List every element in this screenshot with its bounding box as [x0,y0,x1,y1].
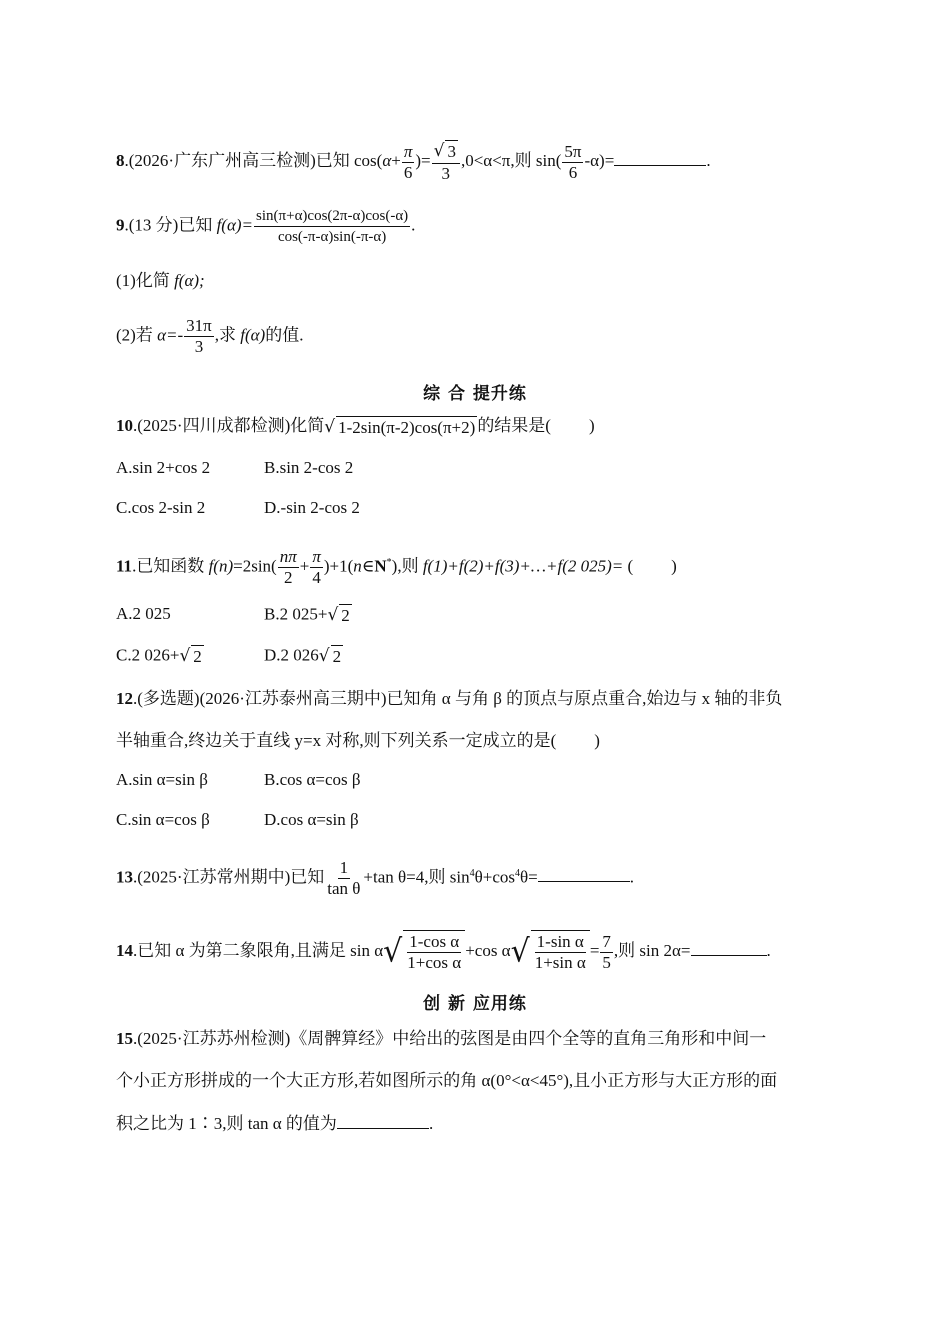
q9-part2-tail: ,求 [214,325,241,345]
q8-equals: )= [415,150,431,170]
frac-denominator: 6 [568,162,578,182]
q11-close-paren: ) [671,556,677,576]
frac-numerator: 1-sin α [536,932,584,951]
q11-equals: =2sin( [233,556,277,576]
q15-line1: .(2025·江苏苏州检测)《周髀算经》中给出的弦图是由四个全等的直角三角形和中间一 [133,1029,767,1048]
sqrt-symbol: √ 2 [327,605,350,625]
question-13 [116,858,634,899]
option-b[interactable]: B.cos α=cos β [264,770,361,789]
option-c[interactable]: C.sin α=cos β [116,810,210,829]
question-number: 10 [116,416,133,435]
question-number: 11 [116,556,133,576]
option-a[interactable]: A.sin α=sin β [116,770,208,789]
option-b[interactable] [264,604,352,627]
question-8 [116,140,711,184]
frac-numerator [432,140,460,164]
question-number: 12 [116,689,133,708]
q9-text: .(13 分)已知 [124,215,217,235]
sqrt-symbol: √ 2 [318,646,342,666]
frac-denominator: 1+sin α [534,953,586,972]
question-15-line-2 [116,1070,777,1092]
frac-numerator: 31π [186,316,212,335]
q12-line1: .(多选题)(2026·江苏泰州高三期中)已知角 α 与角 β 的顶点与原点重合,始边与 x 轴的非负 [133,689,783,708]
q9-part1-function: f(α); [174,271,205,290]
frac-numerator: sin(π+α)cos(2π-α)cos(-α) [254,206,410,227]
q9-part-1 [116,270,205,292]
frac-numerator: π [403,141,413,161]
sqrt-symbol: √ 2 [179,646,202,666]
sqrt-symbol: √ 3 [433,141,456,161]
option-d[interactable]: D.cos α=sin β [264,810,359,829]
frac-denominator: 2 [283,568,293,587]
fraction [533,932,588,973]
option-a[interactable] [116,604,171,624]
q9-part1-text: (1)化简 [116,271,175,290]
question-14 [116,930,771,974]
q9-part2-text: (2)若 [116,325,158,345]
fraction-pi-over-6 [402,142,415,183]
q9-part2-function: f(α) [240,325,266,345]
option-c[interactable]: C.cos 2-sin 2 [116,498,206,517]
q11-tail1: )+1( [323,556,354,576]
frac-numerator: 5π [564,141,582,161]
option-c[interactable] [116,645,204,668]
fraction-5pi-over-6 [562,142,583,183]
q14-equals: = [589,940,600,960]
q13-text: .(2025·江苏常州期中)已知 [133,867,325,887]
sqrt-radicand [403,930,465,973]
frac-numerator: 1 [339,858,349,877]
q11-plus: + [299,556,310,576]
answer-blank[interactable] [614,149,706,166]
frac-denominator: 4 [312,568,321,587]
option-b-label: B.2 025+ [264,604,328,624]
q9-part2-end: 的值. [265,325,304,345]
frac-denominator: 6 [403,162,413,182]
q13-exponent: 4 [469,867,475,879]
sqrt-fraction-1: √ $\frac{\text{1-cos α}}{\text{1+cos α}}$ [383,930,465,974]
sqrt-radicand: 2 [341,606,350,625]
q9-part2-alpha: α=- [157,325,184,345]
question-10 [116,415,595,439]
frac-denominator: 3 [194,337,204,356]
q12-close-paren: ) [594,731,600,750]
q15-end: . [428,1114,434,1133]
frac-denominator: tan θ [327,879,361,898]
frac-numerator: 1-cos α [409,932,460,951]
q11-open-paren: ( [627,556,634,576]
question-number: 13 [116,867,133,887]
q14-end: . [766,940,771,960]
section-heading-innovation: 创 新 应用练 [423,994,527,1014]
section-heading-comprehensive: 综 合 提升练 [423,384,527,404]
option-d[interactable]: D.-sin 2-cos 2 [264,498,360,517]
sqrt-radicand: 2 [193,647,202,666]
option-a-label: A.2 025 [116,604,171,623]
q10-close-paren: ) [588,416,595,435]
fraction-7-over-5 [600,932,613,973]
q9-part-2 [116,316,303,357]
fraction-npi-over-2 [278,547,299,588]
q13-equals: θ= [520,867,538,887]
q9-function: f(α)= [216,215,254,235]
fraction-sqrt3-over-3 [432,140,460,184]
q14-mid: +cos α [465,940,511,960]
q8-condition: ,0<α<π,则 sin( [460,150,562,170]
question-12 [116,688,782,710]
q11-function: f(n) [208,556,234,576]
frac-numerator: π [312,547,321,566]
frac-numerator: 7 [602,931,611,951]
q11-sum: f(1)+f(2)+f(3)+…+f(2 025)= [422,556,624,576]
q11-star: * [386,556,392,568]
frac-denominator: cos(-π-α)sin(-π-α) [277,229,387,245]
q8-source: .(2026·广东广州高三检测)已知 cos( [124,150,383,170]
question-number: 15 [116,1029,133,1048]
frac-denominator: 5 [602,952,611,972]
option-d[interactable] [264,645,343,668]
q13-end: . [629,867,634,887]
fraction-1-over-tan [325,858,362,899]
sqrt-radicand [531,930,590,973]
q10-text: .(2025·四川成都检测)化简 [133,416,325,435]
option-b[interactable]: B.sin 2-cos 2 [264,458,354,477]
sqrt-fraction-2: √ $\frac{\text{1-sin α}}{\text{1+sin α}}$ [511,930,590,974]
q11-naturals: N [374,556,387,576]
question-number: 9 [116,215,125,235]
q14-tail: ,则 sin 2α= [613,940,691,960]
frac-denominator: 3 [441,164,451,183]
q8-plus: + [391,150,401,170]
question-15-line-3 [116,1112,433,1135]
q12-line2: 半轴重合,终边关于直线 y=x 对称,则下列关系一定成立的是( [116,731,557,750]
q13-exponent: 4 [515,867,520,879]
question-9 [116,206,415,247]
fraction [405,932,463,973]
fraction-f-alpha [254,206,410,247]
q13-tail: +tan θ=4,则 sin [363,867,470,887]
q15-line3: 积之比为 1∶3,则 tan α 的值为 [116,1114,337,1133]
option-a[interactable]: A.sin 2+cos 2 [116,458,211,477]
q11-in: ∈ [361,556,375,576]
sqrt-expression: √ 1-2sin(π-2)cos(π+2) [324,416,476,437]
q10-tail: 的结果是( [477,416,551,435]
q8-end: . [706,150,711,170]
answer-blank[interactable] [691,939,767,956]
option-d-label: D.2 026 [264,645,319,665]
q8-alpha: α [382,150,392,170]
frac-denominator: 1+cos α [407,953,462,972]
fraction-31pi-over-3 [184,316,214,357]
question-number: 14 [116,940,133,960]
q8-tail: -α)= [584,150,615,170]
sqrt-radicand: 2 [332,647,342,666]
answer-blank[interactable] [538,865,630,882]
question-12-line-2 [116,730,600,752]
frac-numerator: nπ [279,547,297,566]
q11-text: .已知函数 [132,556,209,576]
q15-line2: 个小正方形拼成的一个大正方形,若如图所示的角 α(0°<α<45°),且小正方形与大正方形的面 [116,1071,778,1090]
q11-tail2: ),则 [391,556,423,576]
answer-blank[interactable] [337,1112,429,1129]
sqrt-radicand: 1-2sin(π-2)cos(π+2) [338,417,476,437]
question-15 [116,1028,766,1050]
q9-end: . [411,215,416,235]
q14-text: .已知 α 为第二象限角,且满足 sin α [133,940,384,960]
fraction-pi-over-4 [310,547,323,588]
question-11 [116,547,677,588]
q13-mid: θ+cos [474,867,515,887]
option-c-label: C.2 026+ [116,645,180,665]
question-number: 8 [116,150,125,170]
q11-n: n [353,556,362,576]
sqrt-radicand: 3 [447,142,456,161]
